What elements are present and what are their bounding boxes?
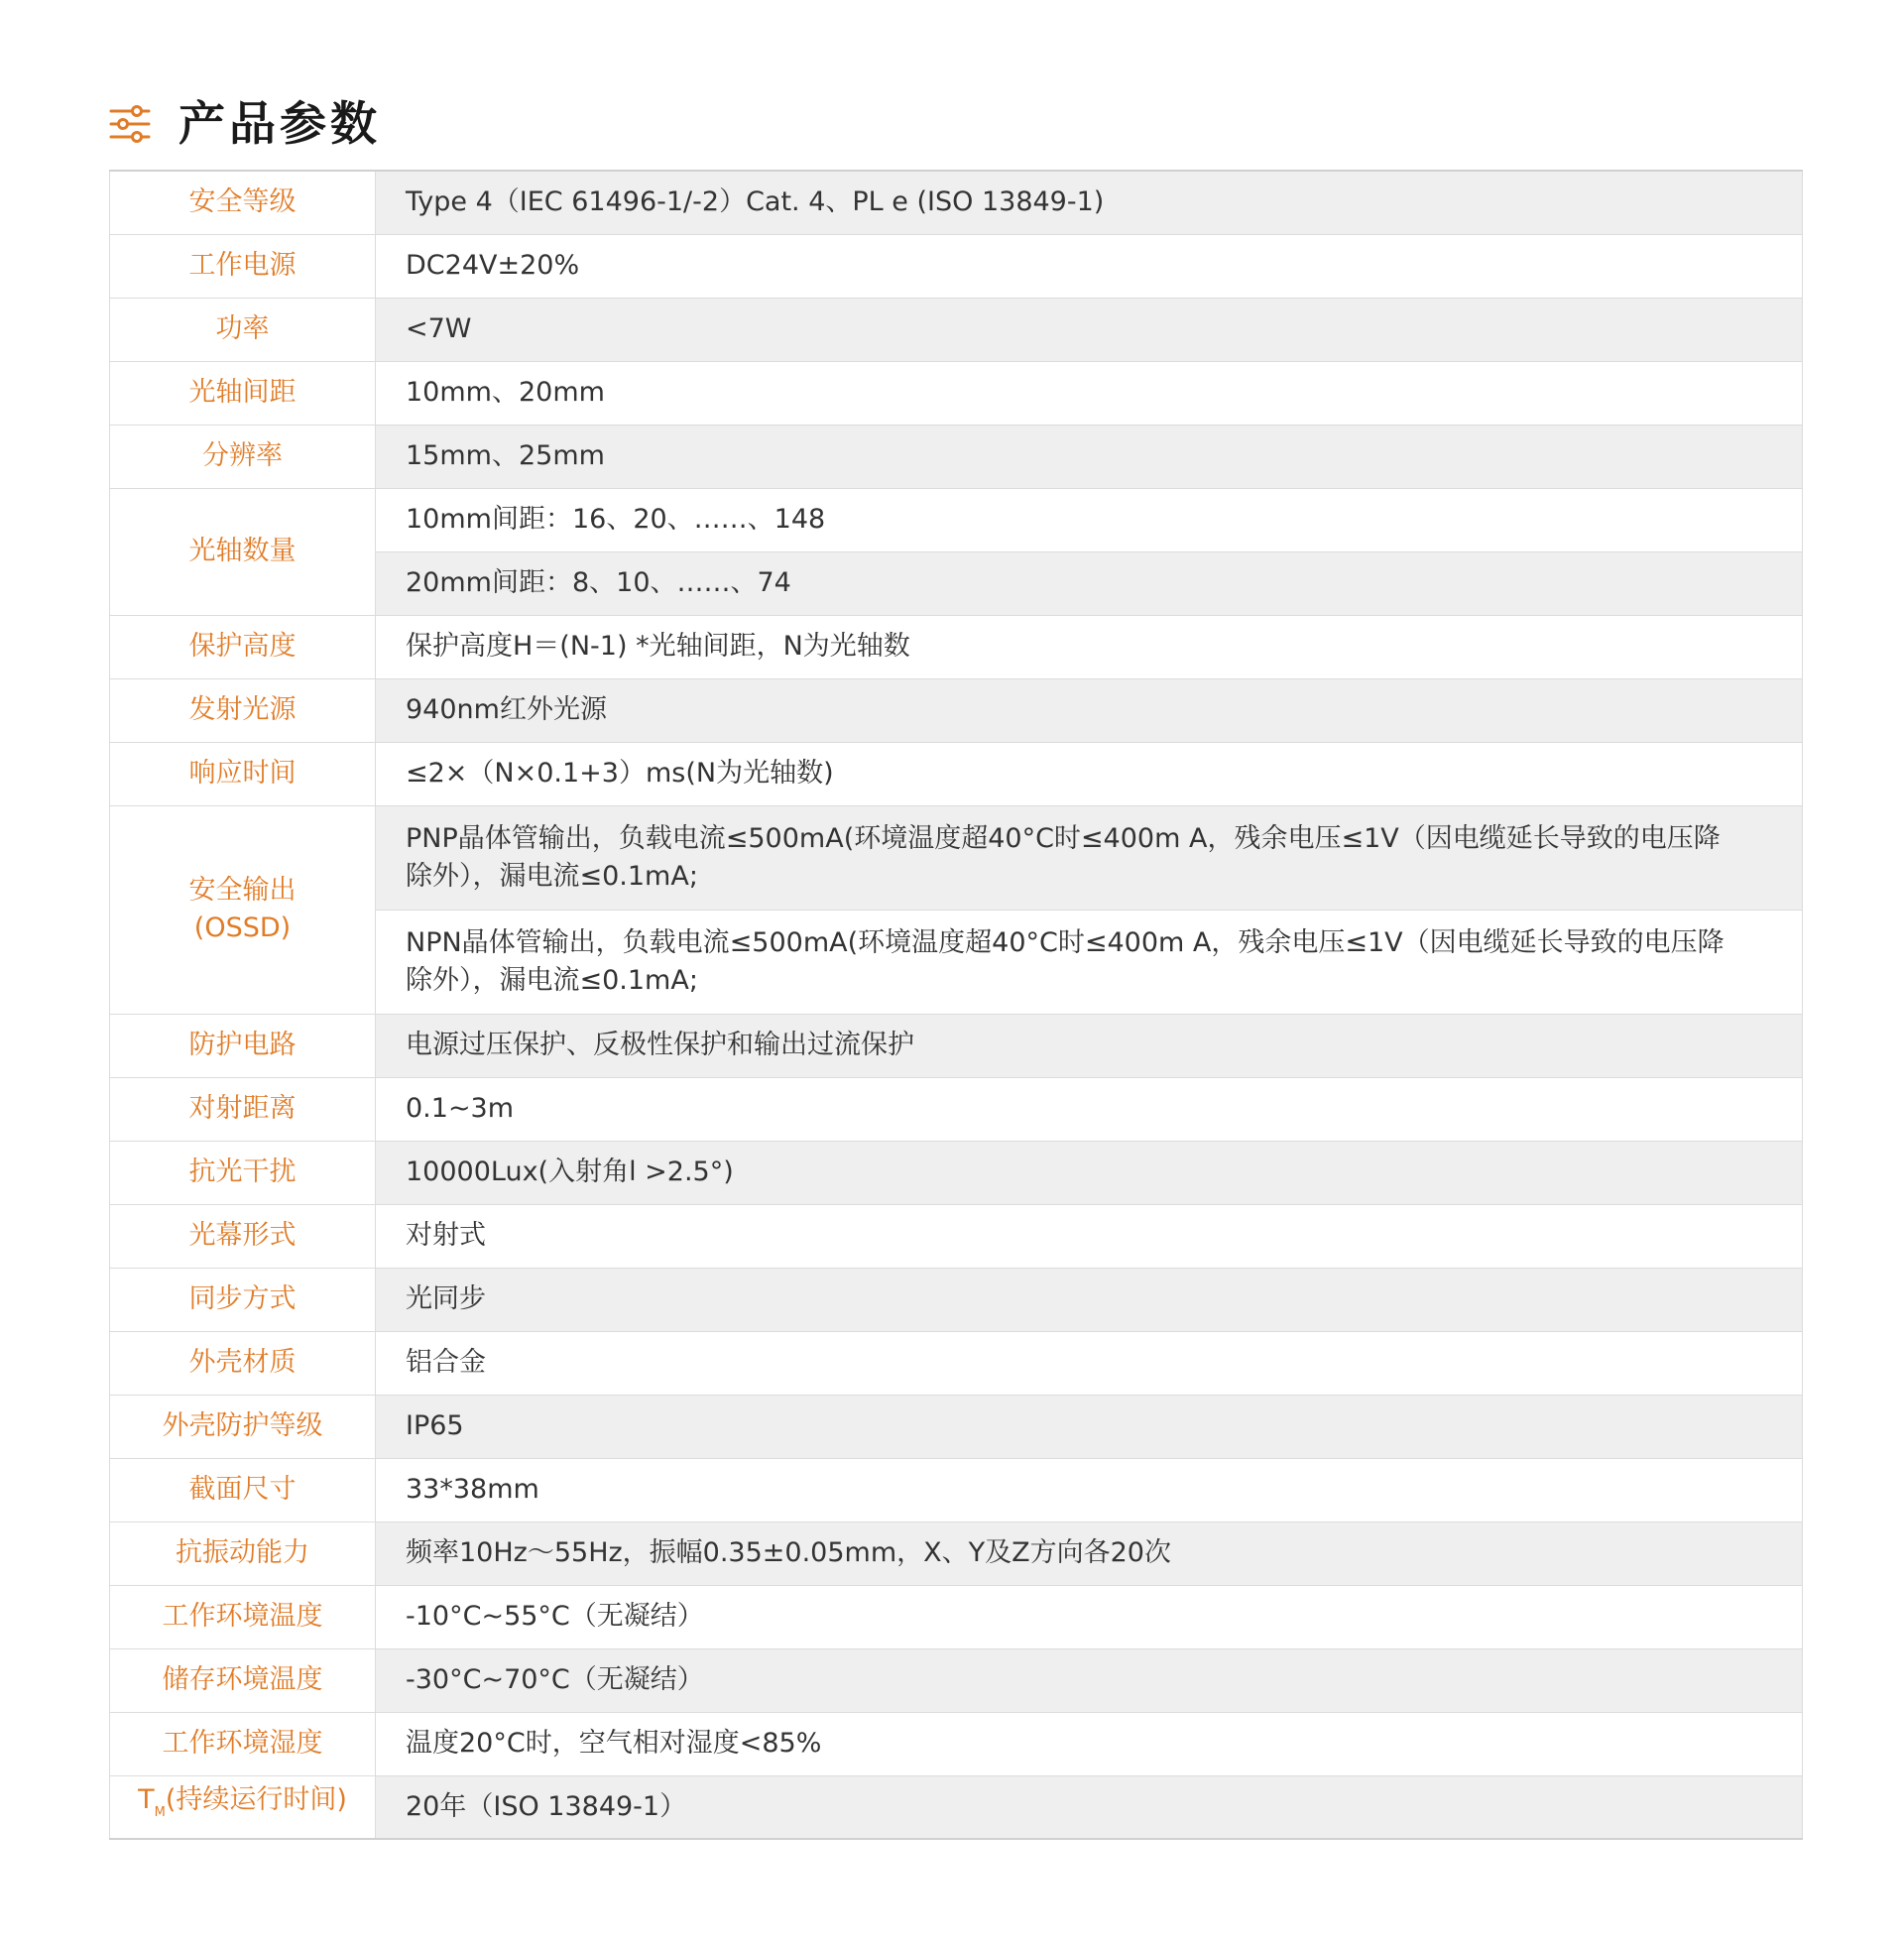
table-row: [110, 1141, 1803, 1204]
parameter-table: [109, 170, 1803, 1840]
table-row: [110, 1204, 1803, 1268]
param-value: 光同步: [376, 1268, 1803, 1331]
table-row: [110, 1775, 1803, 1839]
tm-subscript: M: [154, 1805, 166, 1821]
param-label: 发射光源: [110, 678, 376, 742]
param-label: 安全等级: [110, 171, 376, 234]
param-value: DC24V±20%: [376, 234, 1803, 298]
param-label: 工作环境温度: [110, 1585, 376, 1648]
param-label: 同步方式: [110, 1268, 376, 1331]
table-row: [110, 298, 1803, 361]
param-label: 外壳材质: [110, 1331, 376, 1395]
param-label-line2: (OSSD): [193, 913, 292, 943]
tm-symbol: T: [138, 1784, 155, 1816]
table-row: [110, 742, 1803, 805]
table-row: [110, 1585, 1803, 1648]
sliders-icon: [109, 105, 151, 143]
table-row: [110, 615, 1803, 678]
param-label: 光轴间距: [110, 361, 376, 425]
param-value: ≤2×（N×0.1+3）ms(N为光轴数): [376, 742, 1803, 805]
param-value: 电源过压保护、反极性保护和输出过流保护: [376, 1014, 1803, 1077]
param-value: 保护高度H＝(N-1) *光轴间距，N为光轴数: [376, 615, 1803, 678]
table-row: [110, 1014, 1803, 1077]
tm-description: (持续运行时间): [165, 1784, 347, 1816]
param-label: 光轴数量: [110, 488, 376, 615]
page-title: 产品参数: [178, 96, 381, 152]
param-label: 抗光干扰: [110, 1141, 376, 1204]
param-value: NPN晶体管输出，负载电流≤500mA(环境温度超40°C时≤400m A，残余电压≤1V（因电缆延长导致的电压降除外），漏电流≤0.1mA;: [376, 910, 1803, 1014]
param-label: 响应时间: [110, 742, 376, 805]
param-value: 对射式: [376, 1204, 1803, 1268]
param-label: 抗振动能力: [110, 1522, 376, 1585]
table-row: [110, 1077, 1803, 1141]
table-row: [110, 234, 1803, 298]
table-row: [110, 425, 1803, 488]
table-row: [110, 171, 1803, 234]
table-row: [110, 1522, 1803, 1585]
param-label: 储存环境温度: [110, 1648, 376, 1712]
param-value: 33*38mm: [376, 1458, 1803, 1522]
param-label-line1: 安全输出: [188, 875, 297, 906]
param-value: 0.1~3m: [376, 1077, 1803, 1141]
param-value: -30°C~70°C（无凝结）: [376, 1648, 1803, 1712]
table-row: [110, 1648, 1803, 1712]
param-value: 20mm间距：8、10、……、74: [376, 551, 1803, 615]
param-value: 铝合金: [376, 1331, 1803, 1395]
param-label: 分辨率: [110, 425, 376, 488]
table-row: [110, 1712, 1803, 1775]
param-label: 对射距离: [110, 1077, 376, 1141]
param-value: 10mm间距：16、20、……、148: [376, 488, 1803, 551]
table-row: [110, 805, 1803, 910]
table-row: [110, 1458, 1803, 1522]
table-row: [110, 1395, 1803, 1458]
param-label: [110, 1775, 376, 1839]
param-value: 10000Lux(入射角l >2.5°): [376, 1141, 1803, 1204]
param-value: 20年（ISO 13849-1）: [376, 1775, 1803, 1839]
param-value: PNP晶体管输出，负载电流≤500mA(环境温度超40°C时≤400m A，残余电压≤1V（因电缆延长导致的电压降除外），漏电流≤0.1mA;: [376, 805, 1803, 910]
param-value: <7W: [376, 298, 1803, 361]
table-row: [110, 361, 1803, 425]
param-value: 10mm、20mm: [376, 361, 1803, 425]
param-value: 15mm、25mm: [376, 425, 1803, 488]
param-label: [110, 805, 376, 1014]
param-label: 工作电源: [110, 234, 376, 298]
param-value: 频率10Hz～55Hz，振幅0.35±0.05mm，X、Y及Z方向各20次: [376, 1522, 1803, 1585]
section-header: [109, 87, 381, 161]
param-value: IP65: [376, 1395, 1803, 1458]
table-row: [110, 488, 1803, 551]
param-label: 外壳防护等级: [110, 1395, 376, 1458]
param-value: -10°C~55°C（无凝结）: [376, 1585, 1803, 1648]
param-label: 工作环境湿度: [110, 1712, 376, 1775]
param-label: 光幕形式: [110, 1204, 376, 1268]
param-label: 截面尺寸: [110, 1458, 376, 1522]
param-label: 功率: [110, 298, 376, 361]
param-label: 保护高度: [110, 615, 376, 678]
param-value: 940nm红外光源: [376, 678, 1803, 742]
table-row: [110, 1268, 1803, 1331]
param-value: Type 4（IEC 61496-1/-2）Cat. 4、PL e (ISO 13849-1): [376, 171, 1803, 234]
table-row: [110, 1331, 1803, 1395]
param-label: 防护电路: [110, 1014, 376, 1077]
param-value: 温度20°C时，空气相对湿度<85%: [376, 1712, 1803, 1775]
table-row: [110, 678, 1803, 742]
